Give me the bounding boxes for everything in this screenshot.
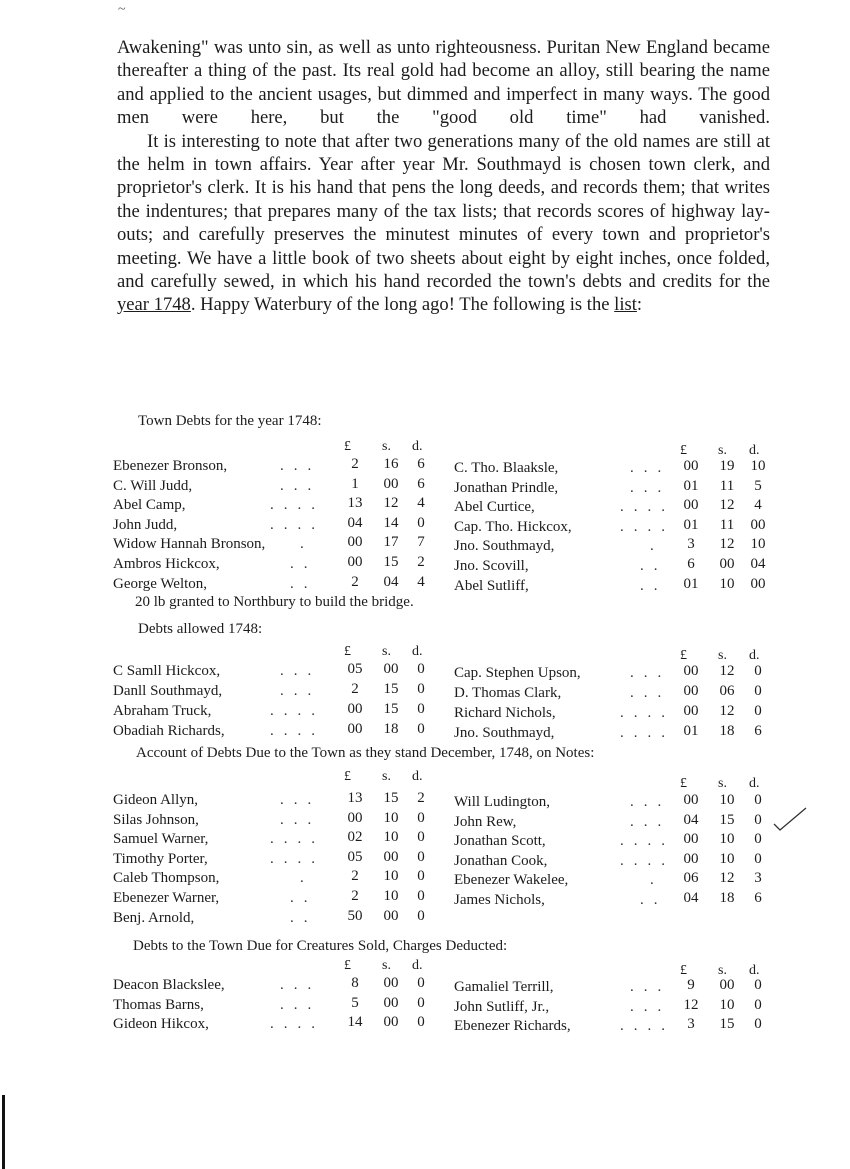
corner-mark: ~ — [118, 2, 126, 17]
pounds-value: 3 — [687, 536, 695, 552]
pence-value: 0 — [417, 661, 425, 677]
pence-value: 0 — [754, 663, 762, 679]
pence-value: 0 — [417, 515, 425, 531]
entry-name: D. Thomas Clark, — [454, 685, 562, 701]
entry-name: Gideon Allyn, — [113, 792, 198, 808]
pence-value: 0 — [754, 831, 762, 847]
pence-value: 10 — [750, 536, 766, 552]
pounds-value: 01 — [683, 576, 699, 592]
table-title: Debts to the Town Due for Creatures Sold, Charges Deducted: — [133, 938, 508, 954]
leader-dots: ... — [280, 812, 322, 828]
pounds-value: 01 — [683, 478, 699, 494]
shillings-value: 15 — [383, 701, 399, 717]
pounds-value: 2 — [351, 888, 359, 904]
entry-name: Cap. Tho. Hickcox, — [454, 519, 572, 535]
entry-name: Danll Southmayd, — [113, 683, 223, 699]
pence-value: 0 — [754, 851, 762, 867]
table-title: Debts allowed 1748: — [138, 621, 263, 637]
leader-dots: .... — [620, 519, 675, 535]
pounds-value: 14 — [347, 1014, 363, 1030]
leader-dots: . — [300, 536, 314, 552]
paragraph-1: Awakening" was unto sin, as well as unto righteousness. Puritan New England became thereafter a thing of the past. Its real gold had become an alloy, still bearing the name and applied to the ancient usages, but dimmed and imperfect in many ways. The good men were here, but the "good old time" had vanished. — [117, 37, 770, 129]
pence-value: 00 — [750, 576, 766, 592]
shillings-value: 10 — [383, 868, 399, 884]
pence-header: d. — [412, 769, 423, 784]
pounds-value: 00 — [683, 792, 699, 808]
pence-value: 2 — [417, 554, 425, 570]
leader-dots: ... — [280, 792, 322, 808]
entry-name: Abel Curtice, — [454, 499, 535, 515]
entry-name: Abel Camp, — [113, 497, 186, 513]
shillings-value: 00 — [383, 849, 399, 865]
pence-value: 0 — [417, 975, 425, 991]
leader-dots: ... — [280, 997, 322, 1013]
shillings-value: 00 — [383, 661, 399, 677]
pence-header: d. — [412, 439, 423, 454]
pounds-value: 5 — [351, 995, 359, 1011]
leader-dots: ... — [630, 460, 672, 476]
shillings-header: s. — [718, 648, 727, 663]
entry-name: Richard Nichols, — [454, 705, 556, 721]
shillings-value: 12 — [719, 663, 735, 679]
pence-value: 6 — [754, 890, 762, 906]
leader-dots: .. — [640, 892, 668, 908]
shillings-value: 15 — [719, 1016, 735, 1032]
shillings-value: 19 — [719, 458, 735, 474]
pounds-value: 13 — [347, 495, 363, 511]
pounds-value: 13 — [347, 790, 363, 806]
table-title: Town Debts for the year 1748: — [138, 413, 322, 429]
table-title: Account of Debts Due to the Town as they stand December, 1748, on Notes: — [136, 745, 595, 761]
pence-header: d. — [749, 443, 760, 458]
pounds-header: £ — [680, 963, 687, 978]
pence-value: 3 — [754, 870, 762, 886]
entry-name: Obadiah Richards, — [113, 723, 225, 739]
pounds-value: 00 — [347, 701, 363, 717]
pence-value: 0 — [417, 849, 425, 865]
shillings-header: s. — [382, 439, 391, 454]
pence-value: 0 — [417, 829, 425, 845]
entry-name: Ambros Hickcox, — [113, 556, 220, 572]
pence-value: 10 — [750, 458, 766, 474]
pounds-value: 1 — [351, 476, 359, 492]
entry-name: Cap. Stephen Upson, — [454, 665, 581, 681]
pence-value: 6 — [417, 476, 425, 492]
leader-dots: . — [300, 870, 314, 886]
pence-header: d. — [412, 644, 423, 659]
leader-dots: .... — [620, 725, 675, 741]
entry-name: Jno. Scovill, — [454, 558, 529, 574]
pence-value: 7 — [417, 534, 425, 550]
pence-value: 2 — [417, 790, 425, 806]
entry-name: Jno. Southmayd, — [454, 725, 555, 741]
leader-dots: .... — [270, 723, 325, 739]
pounds-value: 00 — [683, 851, 699, 867]
entry-name: C. Tho. Blaaksle, — [454, 460, 559, 476]
paragraph-2 — [117, 130, 770, 317]
entry-name: Caleb Thompson, — [113, 870, 220, 886]
pounds-value: 00 — [683, 497, 699, 513]
entry-name: Benj. Arnold, — [113, 910, 195, 926]
leader-dots: . — [650, 872, 664, 888]
pounds-value: 9 — [687, 977, 695, 993]
leader-dots: ... — [280, 478, 322, 494]
leader-dots: .... — [270, 851, 325, 867]
paragraph-2-text: It is interesting to note that after two generations many of the old names are still at the helm in town affairs. Year after year Mr. Southmayd is chosen town clerk, and proprietor's clerk. It is his hand that pens the long deeds, and records them; that writes the indentures; that prepares many of the tax lists; that records scores of highway lay-outs; and carefully preserves the minutest minutes of every town and proprietor's meeting. We have a little book of two sheets about eight by eight inches, once folded, and carefully sewed, in which his hand recorded the town's debts and credits for the — [117, 130, 770, 293]
pounds-value: 00 — [683, 663, 699, 679]
shillings-value: 00 — [383, 995, 399, 1011]
shillings-value: 11 — [719, 478, 735, 494]
pounds-value: 04 — [683, 890, 699, 906]
pence-value: 6 — [754, 723, 762, 739]
leader-dots: ... — [280, 458, 322, 474]
pounds-value: 2 — [351, 574, 359, 590]
entry-name: Abraham Truck, — [113, 703, 212, 719]
entry-name: Ebenezer Bronson, — [113, 458, 228, 474]
shillings-value: 00 — [719, 556, 735, 572]
leader-dots: . — [650, 538, 664, 554]
pounds-header: £ — [344, 439, 351, 454]
shillings-value: 10 — [719, 576, 735, 592]
pence-value: 0 — [417, 701, 425, 717]
shillings-value: 15 — [383, 790, 399, 806]
leader-dots: .. — [640, 558, 668, 574]
entry-name: Jno. Southmayd, — [454, 538, 555, 554]
leader-dots: .. — [290, 576, 318, 592]
leader-dots: .... — [620, 499, 675, 515]
entry-name: Timothy Porter, — [113, 851, 208, 867]
pounds-header: £ — [680, 648, 687, 663]
body-text — [117, 36, 770, 317]
pence-value: 0 — [417, 721, 425, 737]
entry-name: Jonathan Scott, — [454, 833, 546, 849]
shillings-header: s. — [718, 443, 727, 458]
shillings-value: 12 — [719, 703, 735, 719]
leader-dots: .... — [270, 831, 325, 847]
underlined-year: year 1748 — [117, 294, 191, 316]
leader-dots: .... — [270, 703, 325, 719]
leader-dots: .... — [270, 517, 325, 533]
leader-dots: ... — [630, 685, 672, 701]
pounds-value: 05 — [347, 849, 363, 865]
leader-dots: ... — [280, 663, 322, 679]
pence-value: 5 — [754, 478, 762, 494]
pounds-value: 50 — [347, 908, 363, 924]
pounds-value: 12 — [683, 997, 699, 1013]
pence-value: 0 — [417, 681, 425, 697]
pounds-value: 04 — [683, 812, 699, 828]
entry-name: George Welton, — [113, 576, 208, 592]
pence-value: 0 — [417, 908, 425, 924]
shillings-value: 00 — [719, 977, 735, 993]
shillings-header: s. — [382, 958, 391, 973]
shillings-header: s. — [718, 776, 727, 791]
underlined-list: list — [614, 294, 637, 316]
leader-dots: ... — [630, 979, 672, 995]
shillings-value: 12 — [383, 495, 399, 511]
pounds-value: 00 — [683, 683, 699, 699]
leader-dots: ... — [630, 794, 672, 810]
shillings-value: 12 — [719, 536, 735, 552]
shillings-value: 15 — [383, 554, 399, 570]
entry-name: Thomas Barns, — [113, 997, 204, 1013]
entry-name: Widow Hannah Bronson, — [113, 536, 266, 552]
shillings-value: 18 — [719, 890, 735, 906]
shillings-value: 17 — [383, 534, 399, 550]
pounds-value: 00 — [347, 534, 363, 550]
entry-name: Samuel Warner, — [113, 831, 209, 847]
leader-dots: ... — [630, 480, 672, 496]
entry-name: Will Ludington, — [454, 794, 551, 810]
pence-value: 0 — [417, 1014, 425, 1030]
shillings-value: 18 — [383, 721, 399, 737]
pounds-header: £ — [344, 958, 351, 973]
shillings-value: 10 — [383, 888, 399, 904]
shillings-value: 15 — [719, 812, 735, 828]
leader-dots: .... — [620, 1018, 675, 1034]
pounds-value: 2 — [351, 868, 359, 884]
pence-value: 0 — [754, 792, 762, 808]
pence-value: 0 — [754, 812, 762, 828]
entry-name: Gideon Hikcox, — [113, 1016, 209, 1032]
pence-header: d. — [749, 776, 760, 791]
entry-name: Ebenezer Richards, — [454, 1018, 571, 1034]
entry-name: Deacon Blackslee, — [113, 977, 225, 993]
leader-dots: .. — [290, 910, 318, 926]
shillings-value: 12 — [719, 497, 735, 513]
pounds-value: 00 — [347, 721, 363, 737]
pounds-value: 2 — [351, 456, 359, 472]
shillings-value: 12 — [719, 870, 735, 886]
leader-dots: ... — [630, 814, 672, 830]
shillings-value: 10 — [719, 851, 735, 867]
shillings-header: s. — [382, 644, 391, 659]
pence-value: 04 — [750, 556, 766, 572]
leader-dots: ... — [630, 999, 672, 1015]
pounds-header: £ — [344, 644, 351, 659]
pencil-check-icon — [772, 806, 808, 832]
pounds-value: 00 — [683, 831, 699, 847]
shillings-value: 00 — [383, 908, 399, 924]
pounds-value: 04 — [347, 515, 363, 531]
entry-name: C Samll Hickcox, — [113, 663, 221, 679]
pounds-value: 01 — [683, 723, 699, 739]
entry-name: Ebenezer Warner, — [113, 890, 220, 906]
pence-value: 6 — [417, 456, 425, 472]
pence-value: 0 — [754, 997, 762, 1013]
leader-dots: .... — [620, 853, 675, 869]
pence-value: 0 — [417, 888, 425, 904]
pounds-value: 00 — [683, 458, 699, 474]
leader-dots: .... — [270, 497, 325, 513]
entry-name: Ebenezer Wakelee, — [454, 872, 569, 888]
entry-name: John Rew, — [454, 814, 517, 830]
shillings-value: 00 — [383, 975, 399, 991]
pence-header: d. — [749, 648, 760, 663]
shillings-value: 10 — [719, 792, 735, 808]
shillings-header: s. — [382, 769, 391, 784]
pence-header: d. — [749, 963, 760, 978]
pence-value: 00 — [750, 517, 766, 533]
shillings-value: 10 — [383, 829, 399, 845]
leader-dots: ... — [630, 665, 672, 681]
pounds-value: 00 — [347, 810, 363, 826]
entry-name: Abel Sutliff, — [454, 578, 529, 594]
leader-dots: .. — [290, 890, 318, 906]
pounds-value: 3 — [687, 1016, 695, 1032]
paragraph-2-end: : — [636, 294, 643, 316]
pence-value: 0 — [417, 868, 425, 884]
shillings-value: 16 — [383, 456, 399, 472]
entry-name: Jonathan Cook, — [454, 853, 548, 869]
pounds-value: 02 — [347, 829, 363, 845]
shillings-value: 10 — [719, 997, 735, 1013]
pounds-value: 05 — [347, 661, 363, 677]
pounds-value: 6 — [687, 556, 695, 572]
shillings-value: 10 — [383, 810, 399, 826]
shillings-value: 14 — [383, 515, 399, 531]
pence-value: 0 — [417, 810, 425, 826]
entry-name: Jonathan Prindle, — [454, 480, 559, 496]
shillings-value: 11 — [719, 517, 735, 533]
shillings-value: 18 — [719, 723, 735, 739]
entry-name: James Nichols, — [454, 892, 545, 908]
leader-dots: .... — [270, 1016, 325, 1032]
entry-name: C. Will Judd, — [113, 478, 193, 494]
shillings-value: 00 — [383, 476, 399, 492]
entry-name: John Judd, — [113, 517, 178, 533]
leader-dots: .. — [640, 578, 668, 594]
pence-value: 4 — [417, 495, 425, 511]
leader-dots: .. — [290, 556, 318, 572]
pence-value: 0 — [754, 977, 762, 993]
pounds-value: 2 — [351, 681, 359, 697]
shillings-value: 15 — [383, 681, 399, 697]
shillings-value: 10 — [719, 831, 735, 847]
pence-header: d. — [412, 958, 423, 973]
paragraph-2-text-b: . Happy Waterbury of the long ago! The following is the — [190, 294, 615, 316]
pounds-value: 06 — [683, 870, 699, 886]
leader-dots: .... — [620, 705, 675, 721]
table-note: 20 lb granted to Northbury to build the bridge. — [135, 594, 414, 610]
pence-value: 0 — [754, 683, 762, 699]
pounds-header: £ — [680, 776, 687, 791]
shillings-value: 04 — [383, 574, 399, 590]
leader-dots: ... — [280, 977, 322, 993]
pence-value: 0 — [754, 703, 762, 719]
pence-value: 4 — [417, 574, 425, 590]
pence-value: 0 — [754, 1016, 762, 1032]
pence-value: 0 — [417, 995, 425, 1011]
binding-line — [2, 1095, 5, 1169]
pounds-value: 00 — [347, 554, 363, 570]
entry-name: Gamaliel Terrill, — [454, 979, 554, 995]
pounds-header: £ — [680, 443, 687, 458]
pounds-value: 01 — [683, 517, 699, 533]
pence-value: 4 — [754, 497, 762, 513]
pounds-value: 8 — [351, 975, 359, 991]
entry-name: Silas Johnson, — [113, 812, 199, 828]
shillings-value: 00 — [383, 1014, 399, 1030]
pounds-header: £ — [344, 769, 351, 784]
shillings-value: 06 — [719, 683, 735, 699]
shillings-header: s. — [718, 963, 727, 978]
leader-dots: ... — [280, 683, 322, 699]
entry-name: John Sutliff, Jr., — [454, 999, 550, 1015]
leader-dots: .... — [620, 833, 675, 849]
pounds-value: 00 — [683, 703, 699, 719]
